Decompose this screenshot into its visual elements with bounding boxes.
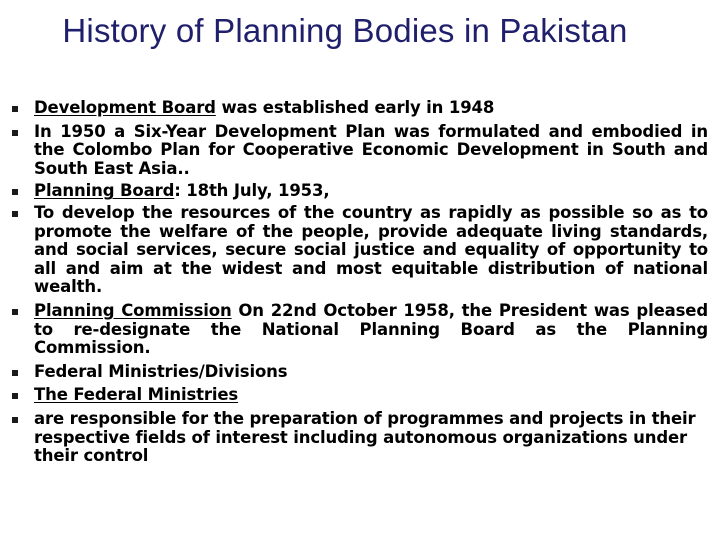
square-bullet-icon — [12, 130, 18, 136]
bullet-lead: Planning Commission — [34, 300, 232, 320]
bullet-item-objectives — [12, 204, 708, 297]
slide-title: History of Planning Bodies in Pakistan — [62, 12, 628, 49]
bullet-lead: Development Board — [34, 98, 216, 117]
bullet-lead: Planning Board — [34, 181, 175, 201]
bullet-item-planning-board — [12, 182, 708, 201]
bullet-text: was established early in 1948 — [215, 98, 495, 117]
bullet-text: To develop the resources of the country as rapidly as possible so as to promote the welfare of the people, provide adequate living standards, and social services, secure social justice and equality of opportunity to all and aim at the widest and most equitable distribution of national wealth. — [34, 202, 708, 297]
bullet-lead: The Federal Ministries — [34, 385, 239, 405]
square-bullet-icon — [12, 393, 18, 399]
bullet-text: Federal Ministries/Divisions — [34, 361, 288, 381]
bullet-list — [12, 99, 708, 471]
bullet-item-planning-commission — [12, 302, 708, 358]
square-bullet-icon — [12, 370, 18, 376]
bullet-item-federal-ministries-divisions — [12, 363, 708, 382]
bullet-item-responsibilities — [12, 410, 708, 466]
bullet-item-federal-ministries — [12, 386, 708, 405]
square-bullet-icon — [12, 211, 18, 217]
bullet-item-six-year-plan — [12, 123, 708, 179]
square-bullet-icon — [12, 189, 18, 195]
bullet-text: In 1950 a Six-Year Development Plan was formulated and embodied in the Colombo Plan for Cooperative Economic Development in South and South East Asia.. — [34, 121, 708, 178]
square-bullet-icon — [12, 417, 18, 423]
bullet-text: : 18th July, 1953, — [174, 181, 330, 201]
bullet-text: are responsible for the preparation of programmes and projects in their respective fields of interest including autonomous organizations under their control — [34, 408, 696, 466]
square-bullet-icon — [12, 106, 18, 112]
bullet-text: On 22nd October 1958, the President was pleased to re-designate the National Planning Board as the Planning Commission. — [34, 300, 708, 358]
square-bullet-icon — [12, 309, 18, 315]
bullet-item-development-board — [12, 99, 708, 118]
